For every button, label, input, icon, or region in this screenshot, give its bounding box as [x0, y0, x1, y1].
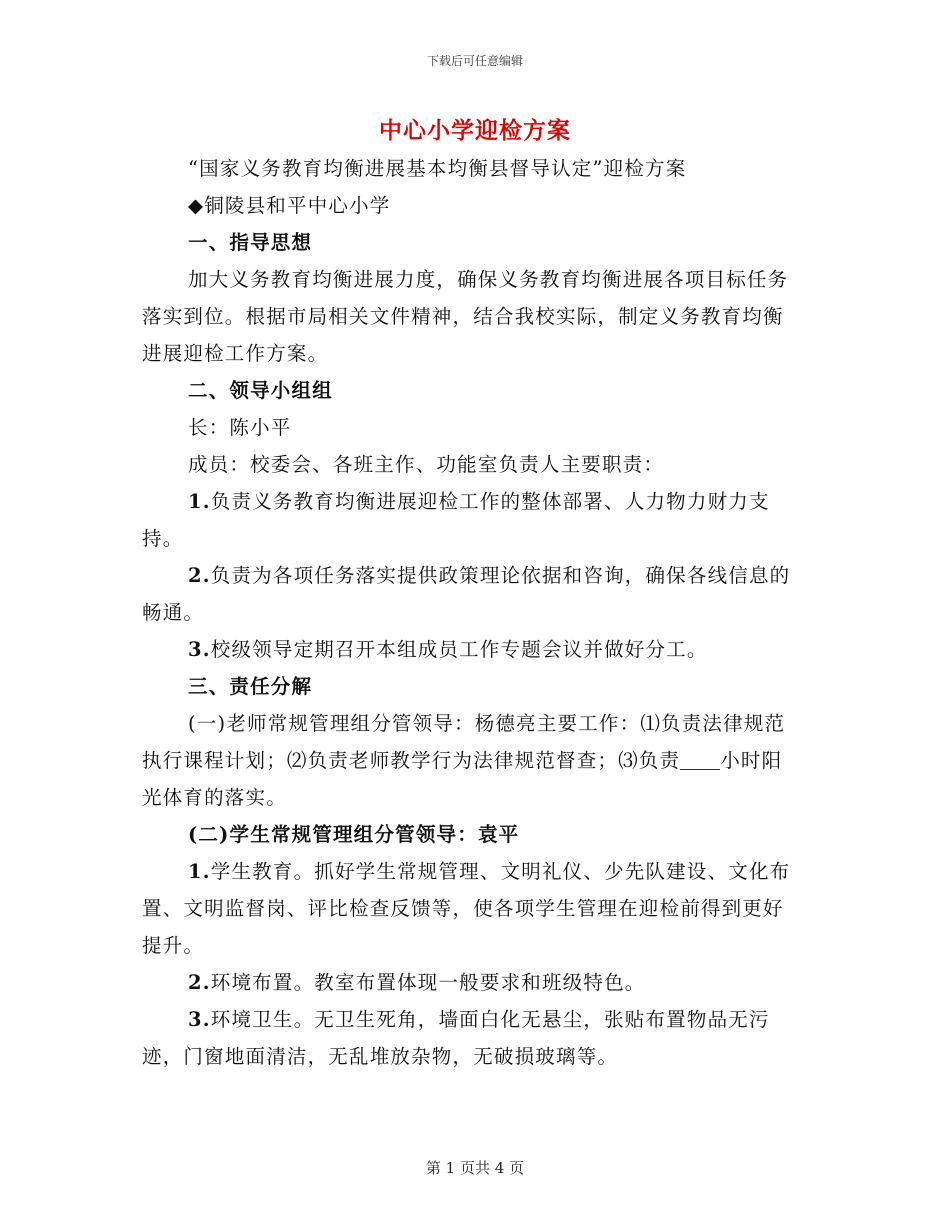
section2-item-3 — [142, 631, 802, 668]
section2-heading: 二、领导小组组 — [188, 379, 333, 402]
section3-item-3 — [142, 1001, 802, 1075]
section2-leader: 长：陈小平 — [188, 416, 292, 439]
school-name: ◆铜陵县和平中心小学 — [188, 194, 391, 217]
document-title: 中心小学迎检方案 — [379, 117, 571, 144]
item-text: 负责义务教育均衡进展迎检工作的整体部署、人力物力财力支持。 — [142, 490, 770, 550]
subtitle: “国家义务教育均衡进展基本均衡县督导认定”迎检方案 — [188, 157, 687, 180]
section3-part1 — [142, 705, 802, 816]
item-number: 1. — [188, 860, 211, 883]
section2-members: 成员：校委会、各班主作、功能室负责人主要职责： — [188, 453, 665, 476]
item-text: 学生教育。抓好学生常规管理、文明礼仪、少先队建设、文化布置、文明监督岗、评比检查反馈等，使各项学生管理在迎检前得到更好提升。 — [142, 860, 791, 957]
item-number: 2. — [188, 971, 211, 994]
item-text: 环境卫生。无卫生死角，墙面白化无悬尘，张贴布置物品无污迹，门窗地面清洁，无乱堆放杂物，无破损玻璃等。 — [142, 1008, 770, 1068]
section3-part2-heading: (二)学生常规管理组分管领导：袁平 — [188, 823, 520, 846]
section1-heading: 一、指导思想 — [188, 231, 313, 254]
part1-text-before: (一)老师常规管理组分管领导：杨德亮主要工作：⑴负责法律规范执行课程计划；⑵负责老师教学行为法律规范督查；⑶负责 — [142, 712, 786, 772]
header-note: 下载后可任意编辑 — [426, 54, 523, 68]
section3-item-1 — [142, 853, 802, 964]
item-text: 环境布置。教室布置体现一般要求和班级特色。 — [210, 971, 646, 994]
section2-item-1 — [142, 483, 802, 557]
section3-item-2 — [142, 964, 802, 1001]
fill-blank — [680, 751, 720, 770]
item-number: 3. — [188, 1008, 211, 1031]
item-number: 2. — [188, 564, 211, 587]
item-number: 1. — [188, 490, 211, 513]
item-text: 校级领导定期召开本组成员工作专题会议并做好分工。 — [210, 638, 708, 661]
part1-text-after: 小时阳光体育的落实。 — [142, 749, 783, 809]
section2-item-2 — [142, 557, 802, 631]
item-number: 3. — [188, 638, 211, 661]
page-footer: 第 1 页共 4 页 — [425, 1159, 525, 1177]
item-text: 负责为各项任务落实提供政策理论依据和咨询，确保各线信息的畅通。 — [142, 564, 791, 624]
section3-heading: 三、责任分解 — [188, 675, 313, 698]
section1-body: 加大义务教育均衡进展力度，确保义务教育均衡进展各项目标任务落实到位。根据市局相关文件精神，结合我校实际，制定义务教育均衡进展迎检工作方案。 — [142, 268, 789, 365]
document-body — [142, 150, 802, 1075]
